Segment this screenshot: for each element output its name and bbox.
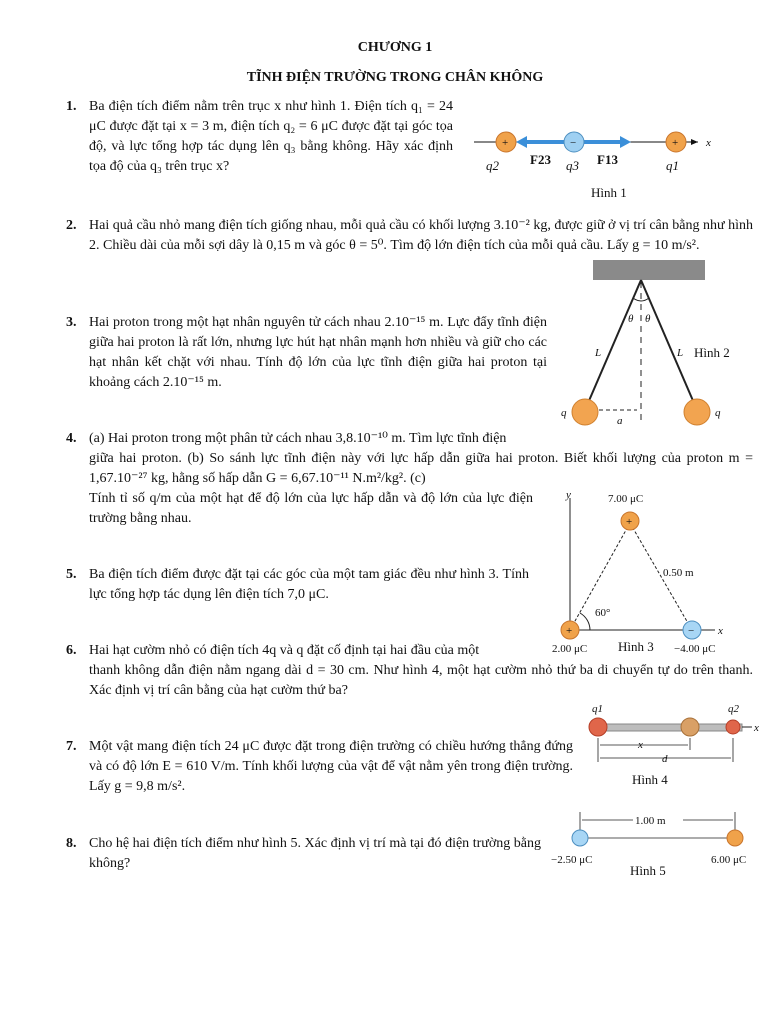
angle-label: 60° [595, 607, 611, 619]
bead-q1 [589, 718, 607, 736]
problem-text-part-b: thanh không dẫn điện nằm ngang dài d = 30 cm. Như hình 4, một hạt cườm nhỏ thứ ba di chuyển tự do trên thanh. Xác định vị trí cân bằng của hạt cườm thứ ba? [89, 663, 753, 698]
ball-left [572, 399, 598, 425]
bead-third [681, 718, 699, 736]
axis-x-label: x [706, 137, 711, 149]
charge-left [572, 830, 588, 846]
problem-4-line-2 [89, 449, 753, 489]
label-x-distance: x [638, 739, 643, 751]
figure-5 [545, 808, 767, 884]
figure-3 [550, 488, 760, 658]
chapter-title: TĨNH ĐIỆN TRƯỜNG TRONG CHÂN KHÔNG [246, 70, 544, 85]
problem-text-part-b: giữa hai proton. (b) So sánh lực tĩnh điện này với lực hấp dẫn giữa hai proton. Biết khối lượng của proton m = 1,67.10⁻²⁷ kg, hằng số hấp dẫn G = 6,67.10⁻¹¹ N.m²/kg². (c) [89, 451, 753, 486]
label-d: d [662, 753, 668, 765]
theta-left: θ [628, 313, 634, 325]
problem-text: Một vật mang điện tích 24 μC được đặt trong điện trường có chiều hướng thẳng đứng và có độ lớn E = 610 V/m. Tính khối lượng của vật để vật nằm yên trong điện trường. Lấy g = 9,8 m/s². [89, 739, 573, 794]
figure-2 [555, 258, 755, 438]
left-charge-label: −2.50 μC [551, 854, 593, 866]
svg-text:−: − [688, 625, 695, 637]
length-right: L [677, 347, 684, 359]
problem-number: 2. [66, 218, 77, 233]
problem-text: Hai proton trong một hạt nhân nguyên tử cách nhau 2.10⁻¹⁵ m. Lực đẩy tĩnh điện giữa hai proton là rất lớn, nhưng lực hút hạt nhân mạnh hơn nhiều và giữ cho các hạt nhân kết chặt với nhau. Tính độ lớn của lực tĩnh điện giữa hai proton tại khoảng cách 2.10⁻¹⁵ m. [89, 315, 547, 390]
right-charge-label: 6.00 μC [711, 854, 747, 866]
problem-text: Ba điện tích điểm nằm trên trục x như hình 1. Điện tích q₁ = 24 μC được đặt tại x = 3 m, điện tích q₂ = 6 μC được đặt tại góc tọa độ, và lực tổng hợp tác dụng lên q₃ bằng không. Hãy xác định tọa độ của q₃ trên trục x? [89, 99, 453, 174]
figure-4-caption: Hình 4 [632, 772, 668, 787]
problem-number: 7. [66, 739, 77, 754]
figure-4 [580, 700, 765, 795]
label-f23: F23 [530, 152, 551, 167]
ceiling [593, 260, 705, 280]
rod [592, 724, 742, 731]
label-a: a [617, 415, 623, 427]
figure-3-caption: Hình 3 [618, 639, 654, 654]
axis-x-label: x [718, 625, 723, 637]
minus-sign-q3: − [570, 137, 577, 149]
problem-number: 5. [66, 567, 77, 582]
problem-3 [66, 313, 547, 393]
problem-number: 3. [66, 315, 77, 330]
length-left: L [595, 347, 602, 359]
plus-sign-q1: + [672, 137, 679, 149]
problem-1 [66, 97, 453, 177]
distance-label: 1.00 m [635, 815, 666, 827]
problem-4-line-3 [89, 489, 533, 529]
label-q1: q1 [592, 703, 603, 715]
problem-number: 1. [66, 99, 77, 114]
label-q2: q2 [486, 158, 499, 173]
problem-text-part-a: (a) Hai proton trong một phân tử cách nhau 3,8.10⁻¹⁰ m. Tìm lực tĩnh điện [89, 431, 507, 446]
figure-5-caption: Hình 5 [630, 863, 666, 878]
problem-4-line-1 [66, 429, 547, 449]
problem-text: Ba điện tích điểm được đặt tại các góc của một tam giác đều như hình 3. Tính lực tổng hợp tác dụng lên điện tích 7,0 μC. [89, 567, 529, 602]
label-q3: q3 [566, 158, 579, 173]
side-length-label: 0.50 m [663, 567, 694, 579]
svg-text:+: + [626, 516, 633, 528]
problem-2 [66, 216, 753, 256]
label-q2: q2 [728, 703, 739, 715]
problem-6-line-2 [89, 661, 753, 701]
left-charge-label: 2.00 μC [552, 643, 588, 655]
charge-q-right: q [715, 407, 721, 419]
problem-number: 6. [66, 643, 77, 658]
charge-q-left: q [561, 407, 567, 419]
problem-text-part-c: Tính tỉ số q/m của một hạt để độ lớn của lực hấp dẫn và độ lớn của lực điện trường bằng nhau. [89, 491, 533, 526]
figure-2-caption: Hình 2 [694, 345, 730, 360]
figure-1 [466, 112, 736, 204]
theta-right: θ [645, 313, 651, 325]
string-left [585, 280, 641, 410]
right-charge-label: −4.00 μC [674, 643, 716, 655]
ball-right [684, 399, 710, 425]
label-f13: F13 [597, 152, 618, 167]
string-right [641, 280, 697, 410]
bead-q2 [726, 720, 740, 734]
problem-8 [66, 834, 541, 874]
problem-7 [66, 737, 573, 797]
plus-sign-q2: + [502, 137, 509, 149]
axis-x-label: x [754, 722, 759, 734]
svg-text:+: + [566, 625, 573, 637]
label-q1: q1 [666, 158, 679, 173]
figure-1-caption: Hình 1 [591, 185, 627, 200]
problem-number: 8. [66, 836, 77, 851]
problem-5 [66, 565, 529, 605]
problem-6-line-1 [66, 641, 529, 661]
problem-number: 4. [66, 431, 77, 446]
problem-text: Hai quả cầu nhỏ mang điện tích giống nhau, mỗi quả cầu có khối lượng 3.10⁻² kg, được giữ ở vị trí cân bằng như hình 2. Chiều dài của mỗi sợi dây là 0,15 m và góc θ = 5⁰. Tìm độ lớn điện tích của mỗi quả cầu. Lấy g = 10 m/s². [89, 218, 753, 253]
problem-text-part-a: Hai hạt cườm nhỏ có điện tích 4q và q đặt cố định tại hai đầu của một [89, 643, 480, 658]
chapter-heading: CHƯƠNG 1 [357, 40, 433, 55]
axis-y-label: y [566, 489, 571, 501]
top-charge-label: 7.00 μC [608, 493, 644, 505]
charge-right [727, 830, 743, 846]
problem-text: Cho hệ hai điện tích điểm như hình 5. Xác định vị trí mà tại đó điện trường bằng không? [89, 836, 541, 871]
